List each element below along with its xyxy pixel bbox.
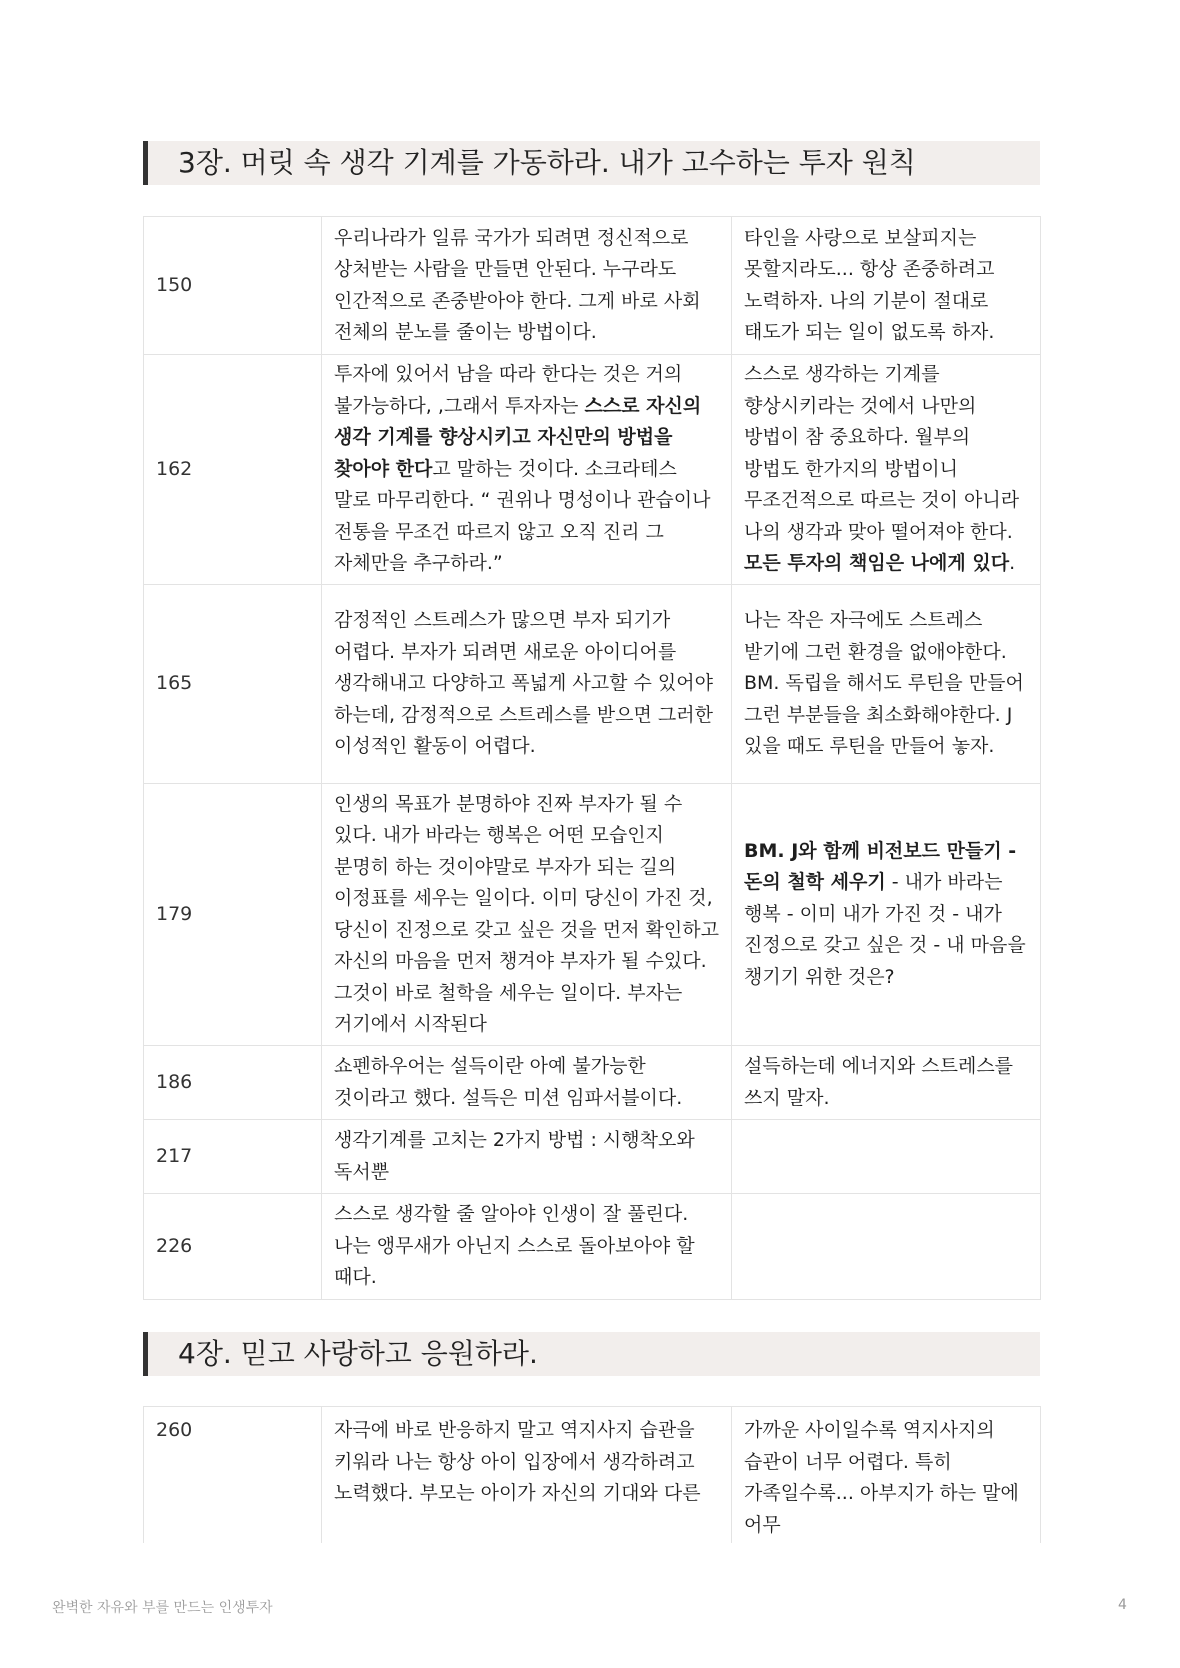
quote-highlight: 스스로 자신의 생각 기계를 향상시키고 자신만의 방법을 찾아야 한다 <box>334 394 702 480</box>
note-highlight: 모든 투자의 책임은 나에게 있다 <box>744 552 1010 575</box>
quote-text: 투자에 있어서 남을 따라 한다는 것은 거의 불가능하다, ,그래서 투자자는 <box>334 363 683 417</box>
table-row <box>144 1194 1041 1300</box>
table-row <box>144 355 1041 585</box>
quote-text: 고 말하는 것이다. 소크라테스 말로 마무리한다. “ 권위나 명성이나 관습이나 전통을 무조건 따르지 않고 오직 진리 그 자체만을 추구하라.” <box>334 457 711 575</box>
notes-table-ch3 <box>143 216 1041 1300</box>
page-number-cell: 186 <box>144 1046 322 1120</box>
page-number-cell: 226 <box>144 1194 322 1300</box>
page-number-cell: 217 <box>144 1120 322 1194</box>
note-cell <box>732 355 1041 585</box>
section-header-ch4 <box>143 1332 1040 1376</box>
quote-cell: 감정적인 스트레스가 많으면 부자 되기가 어렵다. 부자가 되려면 새로운 아이디어를 생각해내고 다양하고 폭넓게 사고할 수 있어야 하는데, 감정적으로 스트레스를 받으면 그러한 이성적인 활동이 어렵다. <box>322 585 732 784</box>
notes-table-ch4 <box>143 1406 1041 1543</box>
note-cell: 나는 작은 자극에도 스트레스 받기에 그런 환경을 없애야한다. BM. 독립을 해서도 루틴을 만들어 그런 부분들을 최소화해야한다. J 있을 때도 루틴을 만들어 놓자. <box>732 585 1041 784</box>
note-cell: 가까운 사이일수록 역지사지의 습관이 너무 어렵다. 특히 가족일수록... 아부지가 하는 말에 어무 <box>732 1407 1041 1544</box>
note-cell <box>732 1194 1041 1300</box>
quote-cell: 우리나라가 일류 국가가 되려면 정신적으로 상처받는 사람을 만들면 안된다. 누구라도 인간적으로 존중받아야 한다. 그게 바로 사회 전체의 분노를 줄이는 방법이다. <box>322 217 732 355</box>
note-cell: 설득하는데 에너지와 스트레스를 쓰지 말자. <box>732 1046 1041 1120</box>
note-text: - 내가 바라는 행복 - 이미 내가 가진 것 - 내가 진정으로 갖고 싶은 것 - 내 마음을 챙기기 위한 것은? <box>744 871 1026 988</box>
quote-cell: 쇼펜하우어는 설득이란 아예 불가능한 것이라고 했다. 설득은 미션 임파서블이다. <box>322 1046 732 1120</box>
note-cell: 타인을 사랑으로 보살피지는 못할지라도... 항상 존중하려고 노력하자. 나의 기분이 절대로 태도가 되는 일이 없도록 하자. <box>732 217 1041 355</box>
quote-cell: 자극에 바로 반응하지 말고 역지사지 습관을 키워라 나는 항상 아이 입장에서 생각하려고 노력했다. 부모는 아이가 자신의 기대와 다른 <box>322 1407 732 1544</box>
table-row <box>144 217 1041 355</box>
table-row <box>144 585 1041 784</box>
quote-cell <box>322 355 732 585</box>
note-cell <box>732 1120 1041 1194</box>
note-cell <box>732 784 1041 1046</box>
section-title: 3장. 머릿 속 생각 기계를 가동하라. 내가 고수하는 투자 원칙 <box>178 146 916 179</box>
section-title: 4장. 믿고 사랑하고 응원하라. <box>178 1337 538 1370</box>
quote-cell: 생각기계를 고치는 2가지 방법 : 시행착오와 독서뿐 <box>322 1120 732 1194</box>
table-row <box>144 1120 1041 1194</box>
quote-cell: 스스로 생각할 줄 알아야 인생이 잘 풀린다. 나는 앵무새가 아닌지 스스로 돌아보아야 할 때다. <box>322 1194 732 1300</box>
footer-page-number: 4 <box>1118 1597 1127 1613</box>
page-number-cell: 179 <box>144 784 322 1046</box>
page-number-cell: 150 <box>144 217 322 355</box>
footer-title: 완벽한 자유와 부를 만드는 인생투자 <box>52 1600 273 1616</box>
note-text: . <box>1009 552 1016 575</box>
section-header-ch3 <box>143 141 1040 185</box>
page-number-cell: 162 <box>144 355 322 585</box>
note-text: 스스로 생각하는 기계를 향상시키라는 것에서 나만의 방법이 참 중요하다. 월부의 방법도 한가지의 방법이니 무조건적으로 따르는 것이 아니라 나의 생각과 맞아 떨어져야 한다. <box>744 363 1020 543</box>
quote-cell: 인생의 목표가 분명하야 진짜 부자가 될 수 있다. 내가 바라는 행복은 어떤 모습인지 분명히 하는 것이야말로 부자가 되는 길의 이정표를 세우는 일이다. 이미 당신이 가진 것, 당신이 진정으로 갖고 싶은 것을 먼저 확인하고 자신의 마음을 먼저 챙겨야 부자가 될 수있다. 그것이 바로 철학을 세우는 일이다. 부자는 거기에서 시작된다 <box>322 784 732 1046</box>
note-highlight: BM. J와 함께 비전보드 만들기 - 돈의 철학 세우기 <box>744 839 1017 894</box>
table-row <box>144 784 1041 1046</box>
page-number-cell: 260 <box>144 1407 322 1544</box>
table-row <box>144 1407 1041 1544</box>
page-number-cell: 165 <box>144 585 322 784</box>
table-row <box>144 1046 1041 1120</box>
